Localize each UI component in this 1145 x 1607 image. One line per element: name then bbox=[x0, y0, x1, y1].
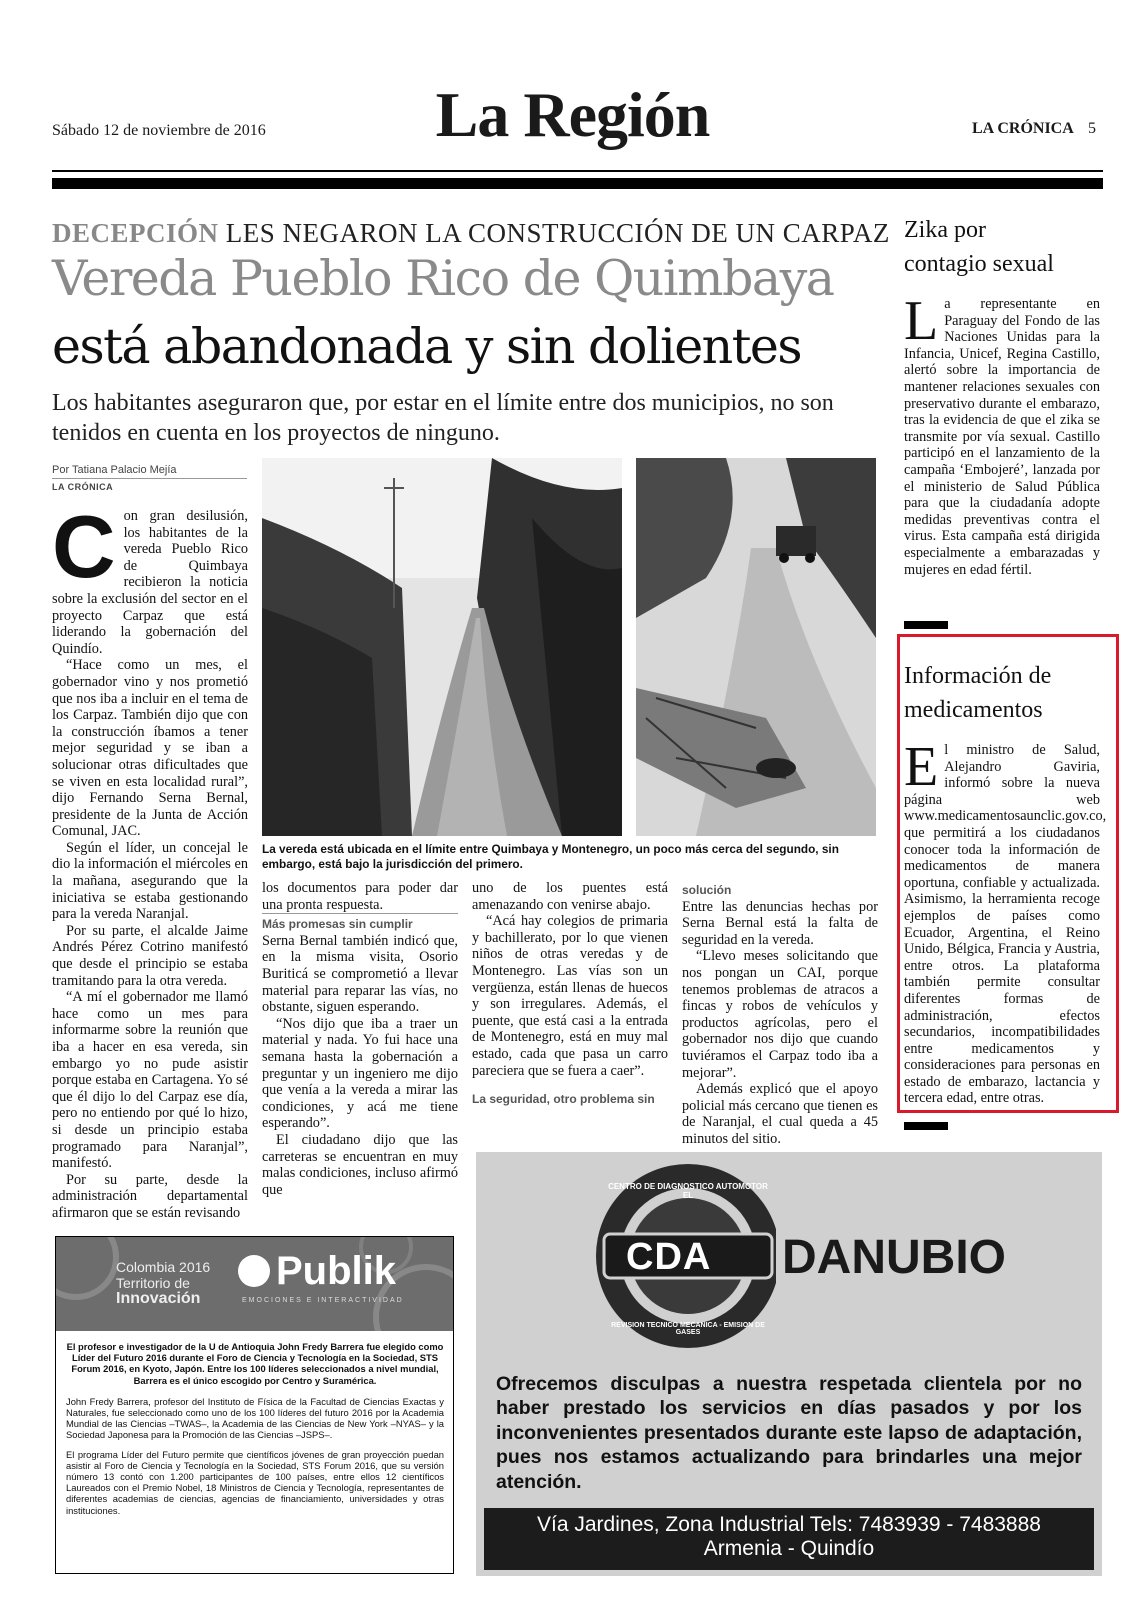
article-paragraph: “A mí el gobernador me llamó hace como un mes para informarme sobre la reunión que iba a hacer en esa vereda, sin embargo yo no pude asistir porque estaba en Cartagena. Yo sé que él dijo lo del Carpaz ese día, pero no entiendo por qué lo hizo, si desde un principio estaba programado para Naranjal”, manifestó. bbox=[52, 989, 248, 1172]
article-paragraph: Por su parte, desde la administración departamental afirmaron que se están revisando bbox=[52, 1171, 248, 1221]
article-paragraph: Además explicó que el apoyo policial más cercano que tienen es de Naranjal, el cual queda a 45 minutos del sitio. bbox=[682, 1081, 878, 1147]
drop-cap: C bbox=[52, 497, 116, 596]
sidebar-divider bbox=[904, 621, 948, 629]
photo-caption: La vereda está ubicada en el límite entre Quimbaya y Montenegro, un poco más cerca del segundo, sin embargo, está bajo la jurisdicción del primero. bbox=[262, 842, 839, 871]
publik-brand-sub: EMOCIONES E INTERACTIVIDAD bbox=[242, 1297, 404, 1304]
issue-date: Sábado 12 de noviembre de 2016 bbox=[52, 122, 266, 139]
header-rule-thick bbox=[52, 178, 1103, 189]
zika-body: L a representante en Paraguay del Fondo de las Naciones Unidas para la Infancia, Unicef, Regina Castillo, alertó sobre la importancia de mantener relaciones sexuales con preservativo durante el embarazo, tras la evidencia de que el zika se transmite por vía sexual. Castillo participó en el lanzamiento de la campaña ‘Embojeré’, lanzada por el ministerio de Salud Pública para que la ciudadanía adopte medidas preventivas contra el virus. Esta campaña está dirigida especialmente a embarazadas y mujeres en edad fértil. bbox=[904, 290, 1100, 578]
cda-danubio-ad bbox=[476, 1152, 1102, 1576]
article-deck: Los habitantes aseguraron que, por estar en el límite entre dos municipios, no son tenidos en cuenta en los proyectos de ninguno. bbox=[52, 390, 834, 446]
publik-lead: El profesor e investigador de la U de Antioquia John Fredy Barrera fue elegido como Líder del Futuro 2016 durante el Foro de Ciencia y Tecnología en la Sociedad, STS Forum 2016, en Kyoto, Japón. Entre los 100 líderes seleccionados a nivel mundial, Barrera es el único escogido por Centro y Suramérica. bbox=[66, 1341, 444, 1386]
article-column-2 bbox=[262, 880, 458, 1198]
header-rule-thin bbox=[52, 170, 1103, 172]
cda-message: Ofrecemos disculpas a nuestra respetada clientela por no haber prestado los servicios en días pasados y por los inconvenientes presentados durante este lapso de adaptación, pues nos estamos actualizando para brindarles una mejor atención. bbox=[496, 1373, 1082, 1493]
cda-address: Vía Jardines, Zona Industrial Tels: 7483939 - 7483888 bbox=[537, 1513, 1041, 1536]
article-paragraph: “Nos dijo que iba a traer un material y nada. Yo fui hace una semana hasta la gobernación a preguntar y un ingeniero me dijo que venía a la vereda a mirar las condiciones, y acá me tiene esperando”. bbox=[262, 1015, 458, 1132]
publik-paragraph: El programa Líder del Futuro permite que científicos jóvenes de gran proyección puedan asistir al Foro de Ciencia y Tecnología en la Sociedad, STS Forum 2016, que su versión número 13 contó con 1.200 participantes de 100 países, entre ellos 12 científicos Laureados con el Premio Nobel, 18 Ministros de Ciencia y Tecnología, representantes de diferentes academias de ciencias, agencias de financiamiento, universidades y otras instituciones. bbox=[66, 1448, 444, 1516]
article-column-1 bbox=[52, 497, 248, 1222]
article-paragraph: “Acá hay colegios de primaria y bachillerato, por lo que vienen niños de otras veredas y de Montenegro. Las vías son un vergüenza, están llenas de huecos y son irregulares. Además, el puente, que está casi a la entrada de Montenegro, está en muy mal estado, cada que pasa un carro pareciera que se fuera a caer”. bbox=[472, 913, 668, 1079]
byline-source: LA CRÓNICA bbox=[52, 482, 114, 492]
kicker-tag: DECEPCIÓN bbox=[52, 218, 219, 248]
photo-rural-road bbox=[262, 458, 622, 836]
article-paragraph: los documentos para poder dar una pronta respuesta. bbox=[262, 880, 458, 913]
publik-text bbox=[66, 1341, 444, 1524]
article-paragraph: Entre las denuncias hechas por Serna Bernal está la falta de seguridad en la vereda. bbox=[682, 898, 878, 948]
cda-ring-top: CENTRO DE DIAGNOSTICO AUTOMOTOR EL bbox=[608, 1182, 768, 1200]
headline-line-1: Vereda Pueblo Rico de Quimbaya bbox=[52, 250, 834, 307]
cda-logo-text: CDA bbox=[626, 1236, 712, 1278]
page-number: 5 bbox=[1088, 120, 1096, 137]
cda-brand: DANUBIO bbox=[782, 1231, 1006, 1284]
article-paragraph: uno de los puentes está amenazando con venirse abajo. bbox=[472, 880, 668, 913]
article-paragraph: C on gran desilusión, los habitantes de la vereda Pueblo Rico de Quimbaya recibieron la noticia sobre la exclusión del sector en el proyecto Carpaz que está liderando la gobernación del Quindío. bbox=[52, 497, 248, 657]
article-paragraph: Por su parte, el alcalde Jaime Andrés Pérez Cotrino manifestó que desde el principio se estaba tramitando para la otra vereda. bbox=[52, 922, 248, 989]
cda-ring-bottom: REVISION TECNICO MECANICA - EMISION DE GASES bbox=[611, 1322, 765, 1336]
byline: Por Tatiana Palacio Mejía bbox=[52, 464, 177, 476]
medicamentos-title-line-1: Información de bbox=[904, 663, 1052, 689]
article-subhead: solución bbox=[682, 883, 732, 897]
drop-cap: L bbox=[904, 290, 939, 352]
publik-brand: Publik bbox=[276, 1249, 397, 1293]
article-paragraph: “Llevo meses solicitando que nos pongan un CAI, porque tenemos problemas de atracos a fincas y robos de vehículos y productos agrícolas, pero el gobernador nos dijo que cuando tuviéramos el Carpaz todo iba a mejorar”. bbox=[682, 948, 878, 1081]
publik-tagline: Colombia 2016 Territorio de Innovación bbox=[116, 1259, 211, 1307]
zika-title-line-2: contagio sexual bbox=[904, 251, 1054, 277]
section-title: La Región bbox=[435, 79, 710, 150]
medicamentos-body: E l ministro de Salud, Alejandro Gaviria, informó sobre la nueva página web www.medicamentosaunclic.gov.co, que permitirá a los ciudadanos conocer toda la información de medicamentos de manera oportuna, confiable y actualizada. Asimismo, la herramienta recoge ejemplos de países como Ecuador, Argentina, el Reino Unido, Bélgica, Francia y Austria, entre otros. La plataforma también permite consultar diferentes formas de administración, efectos secundarios, incompatibilidades entre medicamentos y consideraciones para personas en estado de embarazo, lactancia y tercera edad, entre otras. bbox=[904, 736, 1107, 1107]
byline-rule bbox=[52, 478, 247, 479]
medicamentos-title-line-2: medicamentos bbox=[904, 697, 1043, 723]
publik-logo-icon bbox=[238, 1255, 270, 1287]
article-kicker bbox=[52, 218, 890, 249]
newspaper-name: LA CRÓNICA bbox=[972, 120, 1074, 137]
drop-cap: E bbox=[904, 736, 939, 798]
article-column-4 bbox=[682, 880, 878, 1148]
article-paragraph: “Hace como un mes, el gobernador vino y nos prometió que nos iba a incluir en el tema de los Carpaz. También dijo que con la construcción íbamos a tener mejor seguridad y se iban a solucionar otras dificultades que se viven en esta localidad rural”, dijo Fernando Serna Bernal, presidente de la Junta de Acción Comunal, JAC. bbox=[52, 657, 248, 840]
article-subhead: Más promesas sin cumplir bbox=[262, 913, 458, 933]
article-paragraph: Según el líder, un concejal le dio la información el miércoles en la mañana, asegurando que la iniciativa se estaba gestionando para la vereda Naranjal. bbox=[52, 839, 248, 923]
cda-footer bbox=[484, 1508, 1094, 1570]
cda-city: Armenia - Quindío bbox=[703, 1537, 875, 1560]
publik-paragraph: John Fredy Barrera, profesor del Instituto de Física de la Facultad de Ciencias Exactas y Naturales, fue seleccionado como uno de los 100 líderes del futuro 2016 por la Academia Mundial de las Ciencias –TWAS–, la Academia de las Ciencias de New York –NYAS– y la Sociedad Japonesa para la Promoción de las Ciencias –JSPS–. bbox=[66, 1395, 444, 1441]
headline-line-2: está abandonada y sin dolientes bbox=[52, 318, 802, 375]
kicker-text: LES NEGARON LA CONSTRUCCIÓN DE UN CARPAZ bbox=[225, 218, 890, 248]
sidebar-divider bbox=[904, 1122, 948, 1130]
article-subhead: La seguridad, otro problema sin bbox=[472, 1092, 655, 1107]
article-paragraph: Serna Bernal también indicó que, en la misma visita, Osorio Buriticá se comprometió a llevar material para reparar las vías, no obstante, siguen esperando. bbox=[262, 932, 458, 1016]
article-paragraph: El ciudadano dijo que las carreteras se encuentran en muy malas condiciones, incluso afirmó que bbox=[262, 1131, 458, 1198]
article-column-3 bbox=[472, 880, 668, 1108]
publik-ad bbox=[55, 1236, 454, 1574]
publik-banner bbox=[56, 1237, 453, 1331]
zika-title-line-1: Zika por bbox=[904, 217, 986, 243]
photo-damaged-road bbox=[636, 458, 876, 836]
